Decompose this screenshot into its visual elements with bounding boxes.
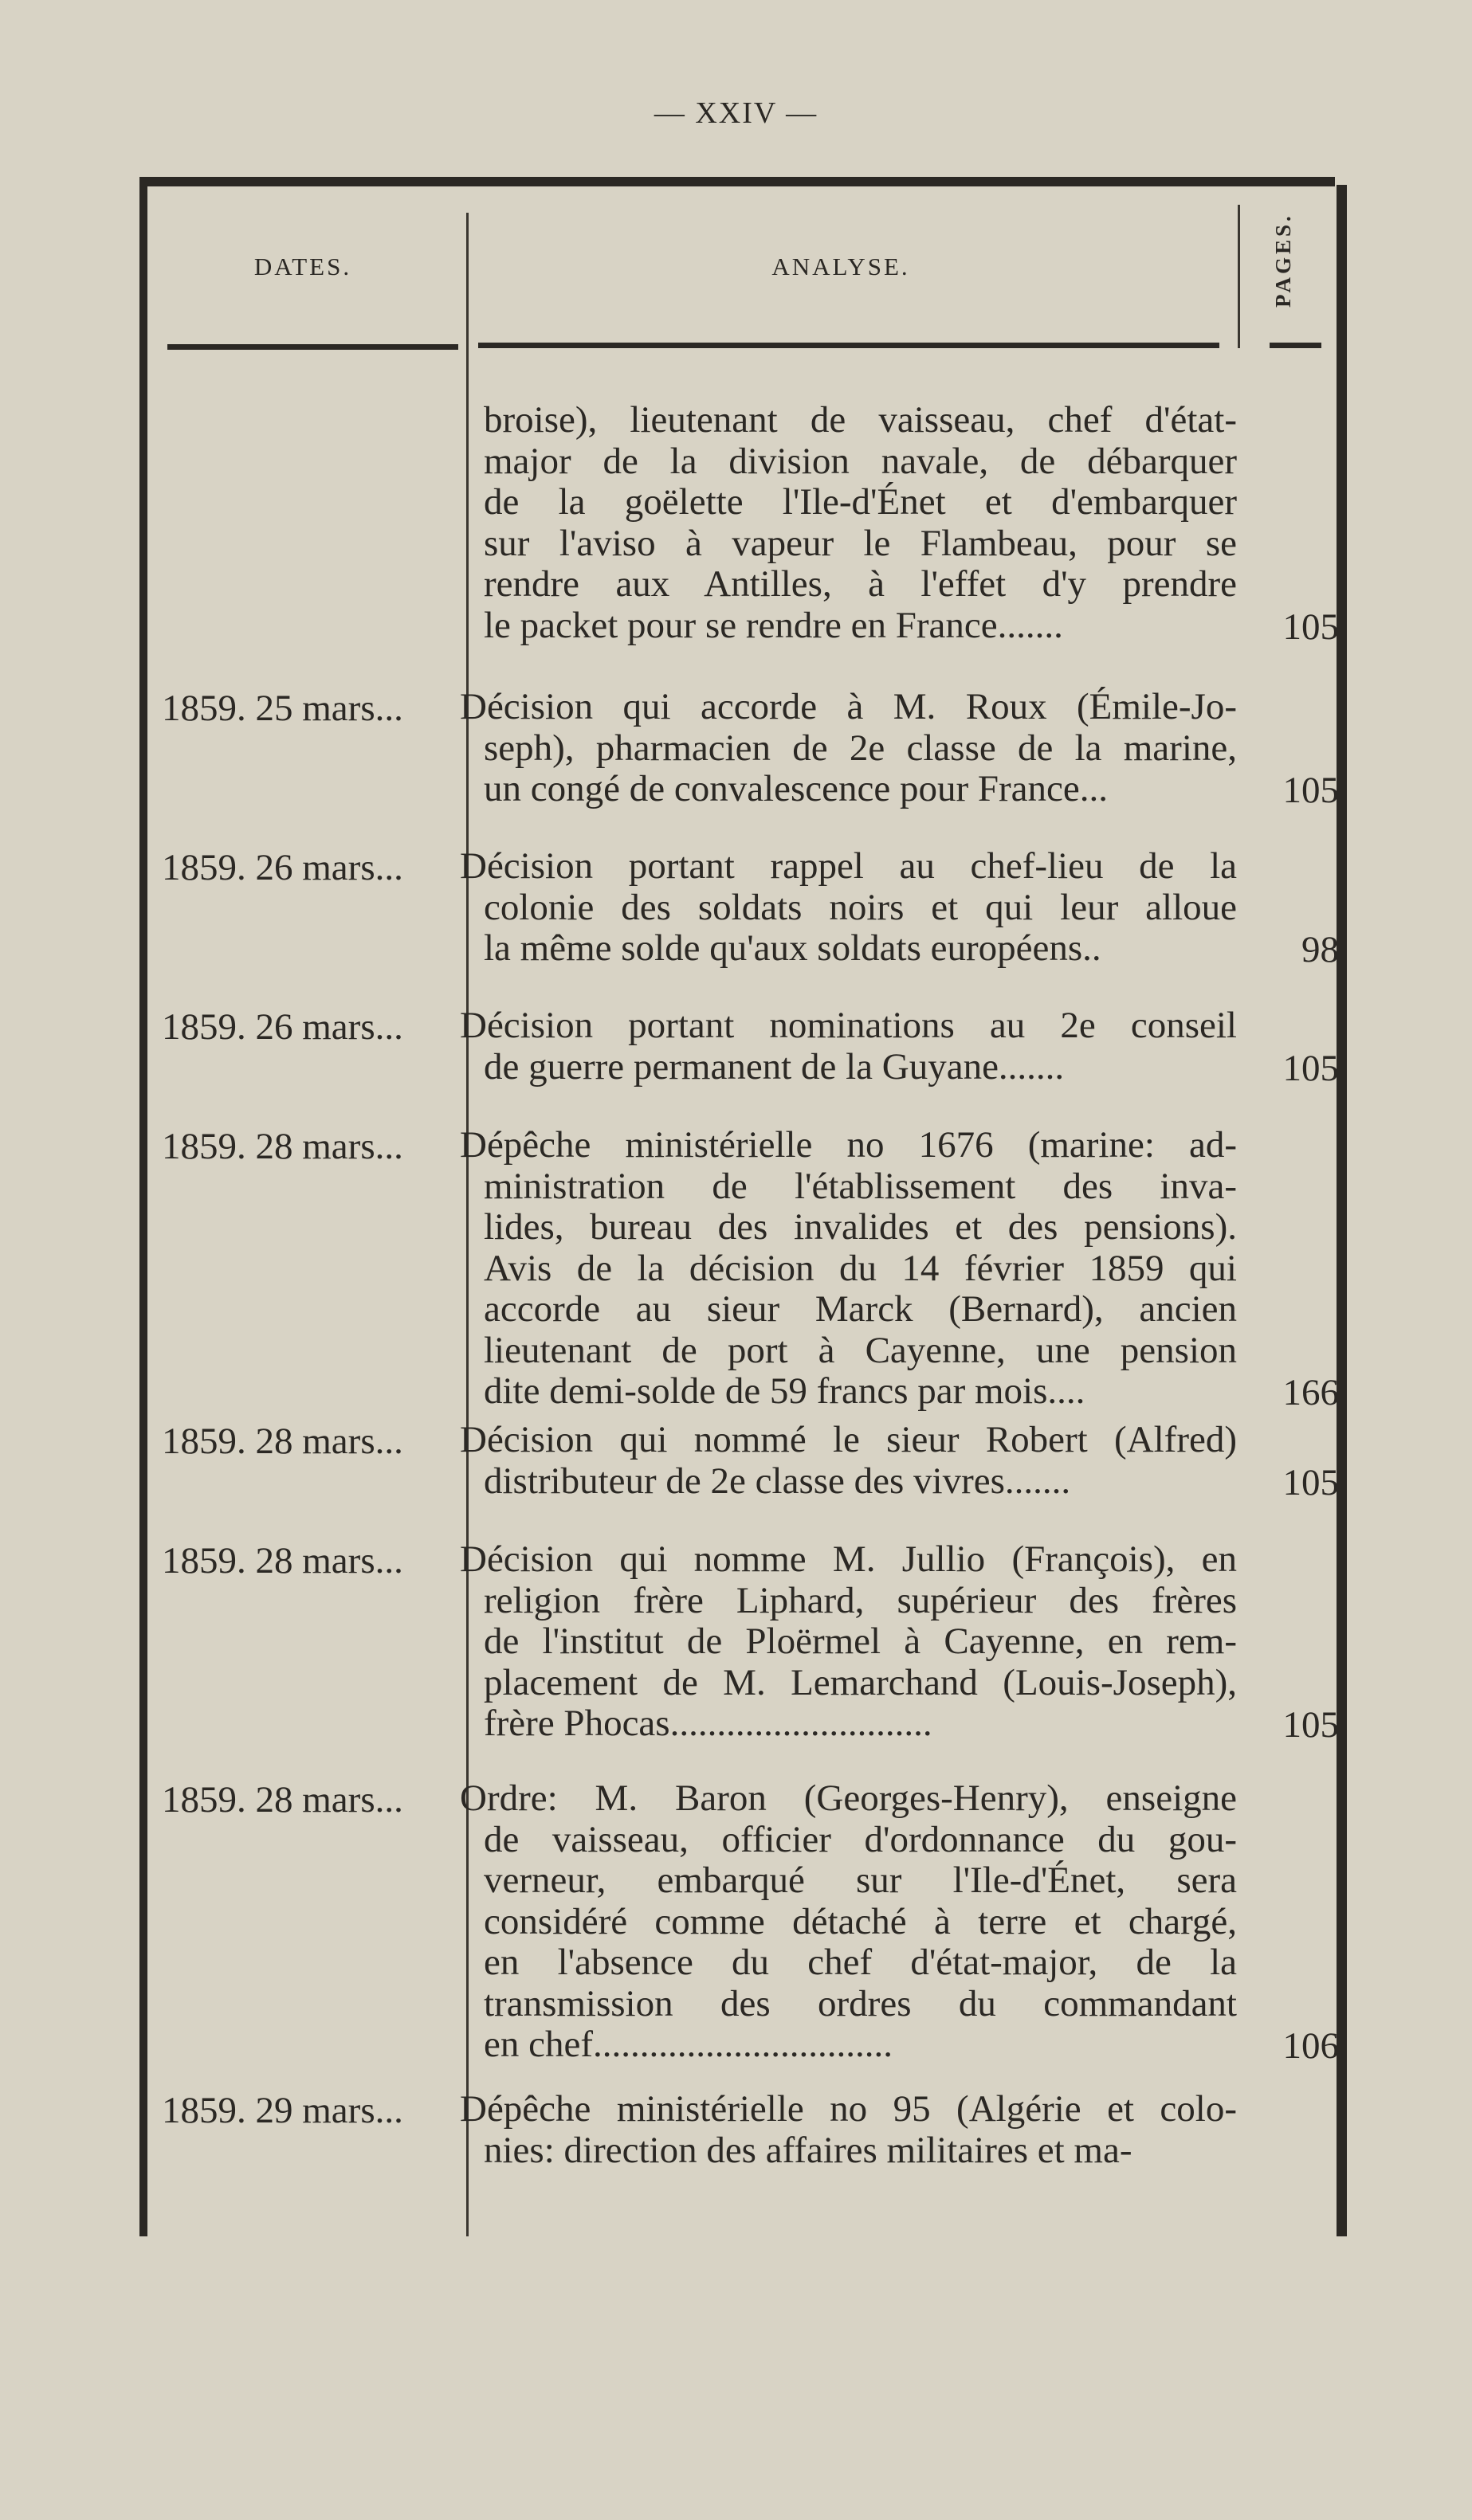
page-header: — XXIV —	[654, 96, 818, 130]
analysis-line: considéré comme détaché à terre et chargé,	[484, 1900, 1237, 1942]
entry-analysis	[460, 1539, 1237, 1745]
analysis-line: Décision portant nominations au 2e conseil	[460, 1005, 1237, 1046]
analysis-line: de l'institut de Ploërmel à Cayenne, en rem-	[484, 1621, 1237, 1662]
analysis-line: Décision qui nommé le sieur Robert (Alfred)	[460, 1419, 1237, 1460]
entry-date: 1859. 25 mars...	[162, 688, 403, 729]
analysis-line: le packet pour se rendre en France.......	[484, 604, 1063, 646]
entry-analysis	[460, 846, 1237, 970]
analysis-line: un congé de convalescence pour France...	[484, 768, 1108, 809]
analysis-line: Dépêche ministérielle no 95 (Algérie et colo-	[460, 2088, 1237, 2130]
analysis-line: Décision portant rappel au chef-lieu de la	[460, 845, 1237, 887]
analysis-line: frère Phocas............................	[484, 1703, 932, 1744]
header-rule-analyse	[478, 343, 1219, 348]
entry-date: 1859. 28 mars...	[162, 1540, 403, 1581]
analysis-line: major de la division navale, de débarquer	[484, 440, 1237, 482]
analysis-line: Décision qui nomme M. Jullio (François), en	[460, 1538, 1237, 1580]
entry-analysis	[460, 1125, 1237, 1413]
analysis-line: placement de M. Lemarchand (Louis-Joseph),	[484, 1661, 1237, 1703]
analysis-line: de vaisseau, officier d'ordonnance du gou-	[484, 1818, 1237, 1860]
analysis-line: de guerre permanent de la Guyane.......	[484, 1045, 1065, 1088]
analysis-line: colonie des soldats noirs et qui leur alloue	[484, 886, 1237, 928]
entry-analysis	[460, 1778, 1237, 2066]
entry-date: 1859. 29 mars...	[162, 2090, 403, 2131]
analysis-line: transmission des ordres du commandant	[484, 1982, 1237, 2024]
entry-page-number: 105	[1282, 1047, 1339, 1089]
analysis-line: Décision qui accorde à M. Roux (Émile-Jo-	[460, 686, 1237, 727]
entry-date: 1859. 26 mars...	[162, 847, 403, 888]
column-header-pages: PAGES.	[1271, 213, 1295, 308]
analysis-line: Avis de la décision du 14 février 1859 qui	[484, 1247, 1237, 1289]
analysis-line: sur l'aviso à vapeur le Flambeau, pour se	[484, 522, 1237, 564]
entry-date: 1859. 26 mars...	[162, 1006, 403, 1048]
analysis-line: Ordre: M. Baron (Georges-Henry), enseigne	[460, 1777, 1237, 1819]
entry-date: 1859. 28 mars...	[162, 1421, 403, 1462]
entry-page-number: 106	[1282, 2025, 1339, 2067]
analysis-line: verneur, embarqué sur l'Ile-d'Énet, sera	[484, 1860, 1237, 1901]
analysis-line: Dépêche ministérielle no 1676 (marine: ad-	[460, 1124, 1237, 1166]
analysis-line: distributeur de 2e classe des vivres.......	[484, 1460, 1071, 1502]
entry-analysis	[460, 400, 1237, 646]
analysis-line: nies: direction des affaires militaires et ma-	[484, 2129, 1132, 2171]
entry-date: 1859. 28 mars...	[162, 1779, 403, 1820]
table-top-border	[139, 177, 1335, 186]
analysis-line: de la goëlette l'Ile-d'Énet et d'embarquer	[484, 481, 1237, 523]
entry-page-number: 166	[1282, 1372, 1339, 1413]
analysis-line: broise), lieutenant de vaisseau, chef d'état-	[484, 399, 1237, 441]
analysis-line: accorde au sieur Marck (Bernard), ancien	[484, 1288, 1237, 1330]
entry-page-number: 98	[1301, 929, 1339, 970]
entry-page-number: 105	[1282, 606, 1339, 648]
entry-page-number: 105	[1282, 1704, 1339, 1746]
entry-page-number: 105	[1282, 770, 1339, 811]
analysis-line: lieutenant de port à Cayenne, une pension	[484, 1329, 1237, 1371]
entry-analysis	[460, 1005, 1237, 1088]
analysis-line: dite demi-solde de 59 francs par mois....	[484, 1370, 1085, 1412]
column-header-analyse: ANALYSE.	[771, 253, 910, 280]
analysis-line: en l'absence du chef d'état-major, de la	[484, 1942, 1237, 1983]
entry-analysis	[460, 2089, 1237, 2171]
analysis-line: en chef................................	[484, 2024, 893, 2065]
analysis-line: rendre aux Antilles, à l'effet d'y prendre	[484, 563, 1237, 605]
entry-analysis	[460, 1420, 1237, 1502]
analysis-line: ministration de l'établissement des inva-	[484, 1165, 1237, 1207]
table-frame	[139, 177, 1347, 2236]
entry-analysis	[460, 687, 1237, 810]
column-divider-pages	[1238, 205, 1240, 348]
analysis-line: seph), pharmacien de 2e classe de la marine,	[484, 727, 1237, 769]
table-left-border	[139, 177, 147, 2236]
header-rule-pages	[1270, 343, 1321, 348]
analysis-line: la même solde qu'aux soldats européens..	[484, 927, 1101, 969]
analysis-line: religion frère Liphard, supérieur des frères	[484, 1579, 1237, 1621]
table-right-border	[1337, 185, 1347, 2236]
header-rule-dates	[167, 344, 458, 350]
entry-date: 1859. 28 mars...	[162, 1126, 403, 1167]
entry-page-number: 105	[1282, 1461, 1339, 1503]
column-header-dates: DATES.	[253, 253, 352, 280]
analysis-line: lides, bureau des invalides et des pensions).	[484, 1206, 1237, 1248]
